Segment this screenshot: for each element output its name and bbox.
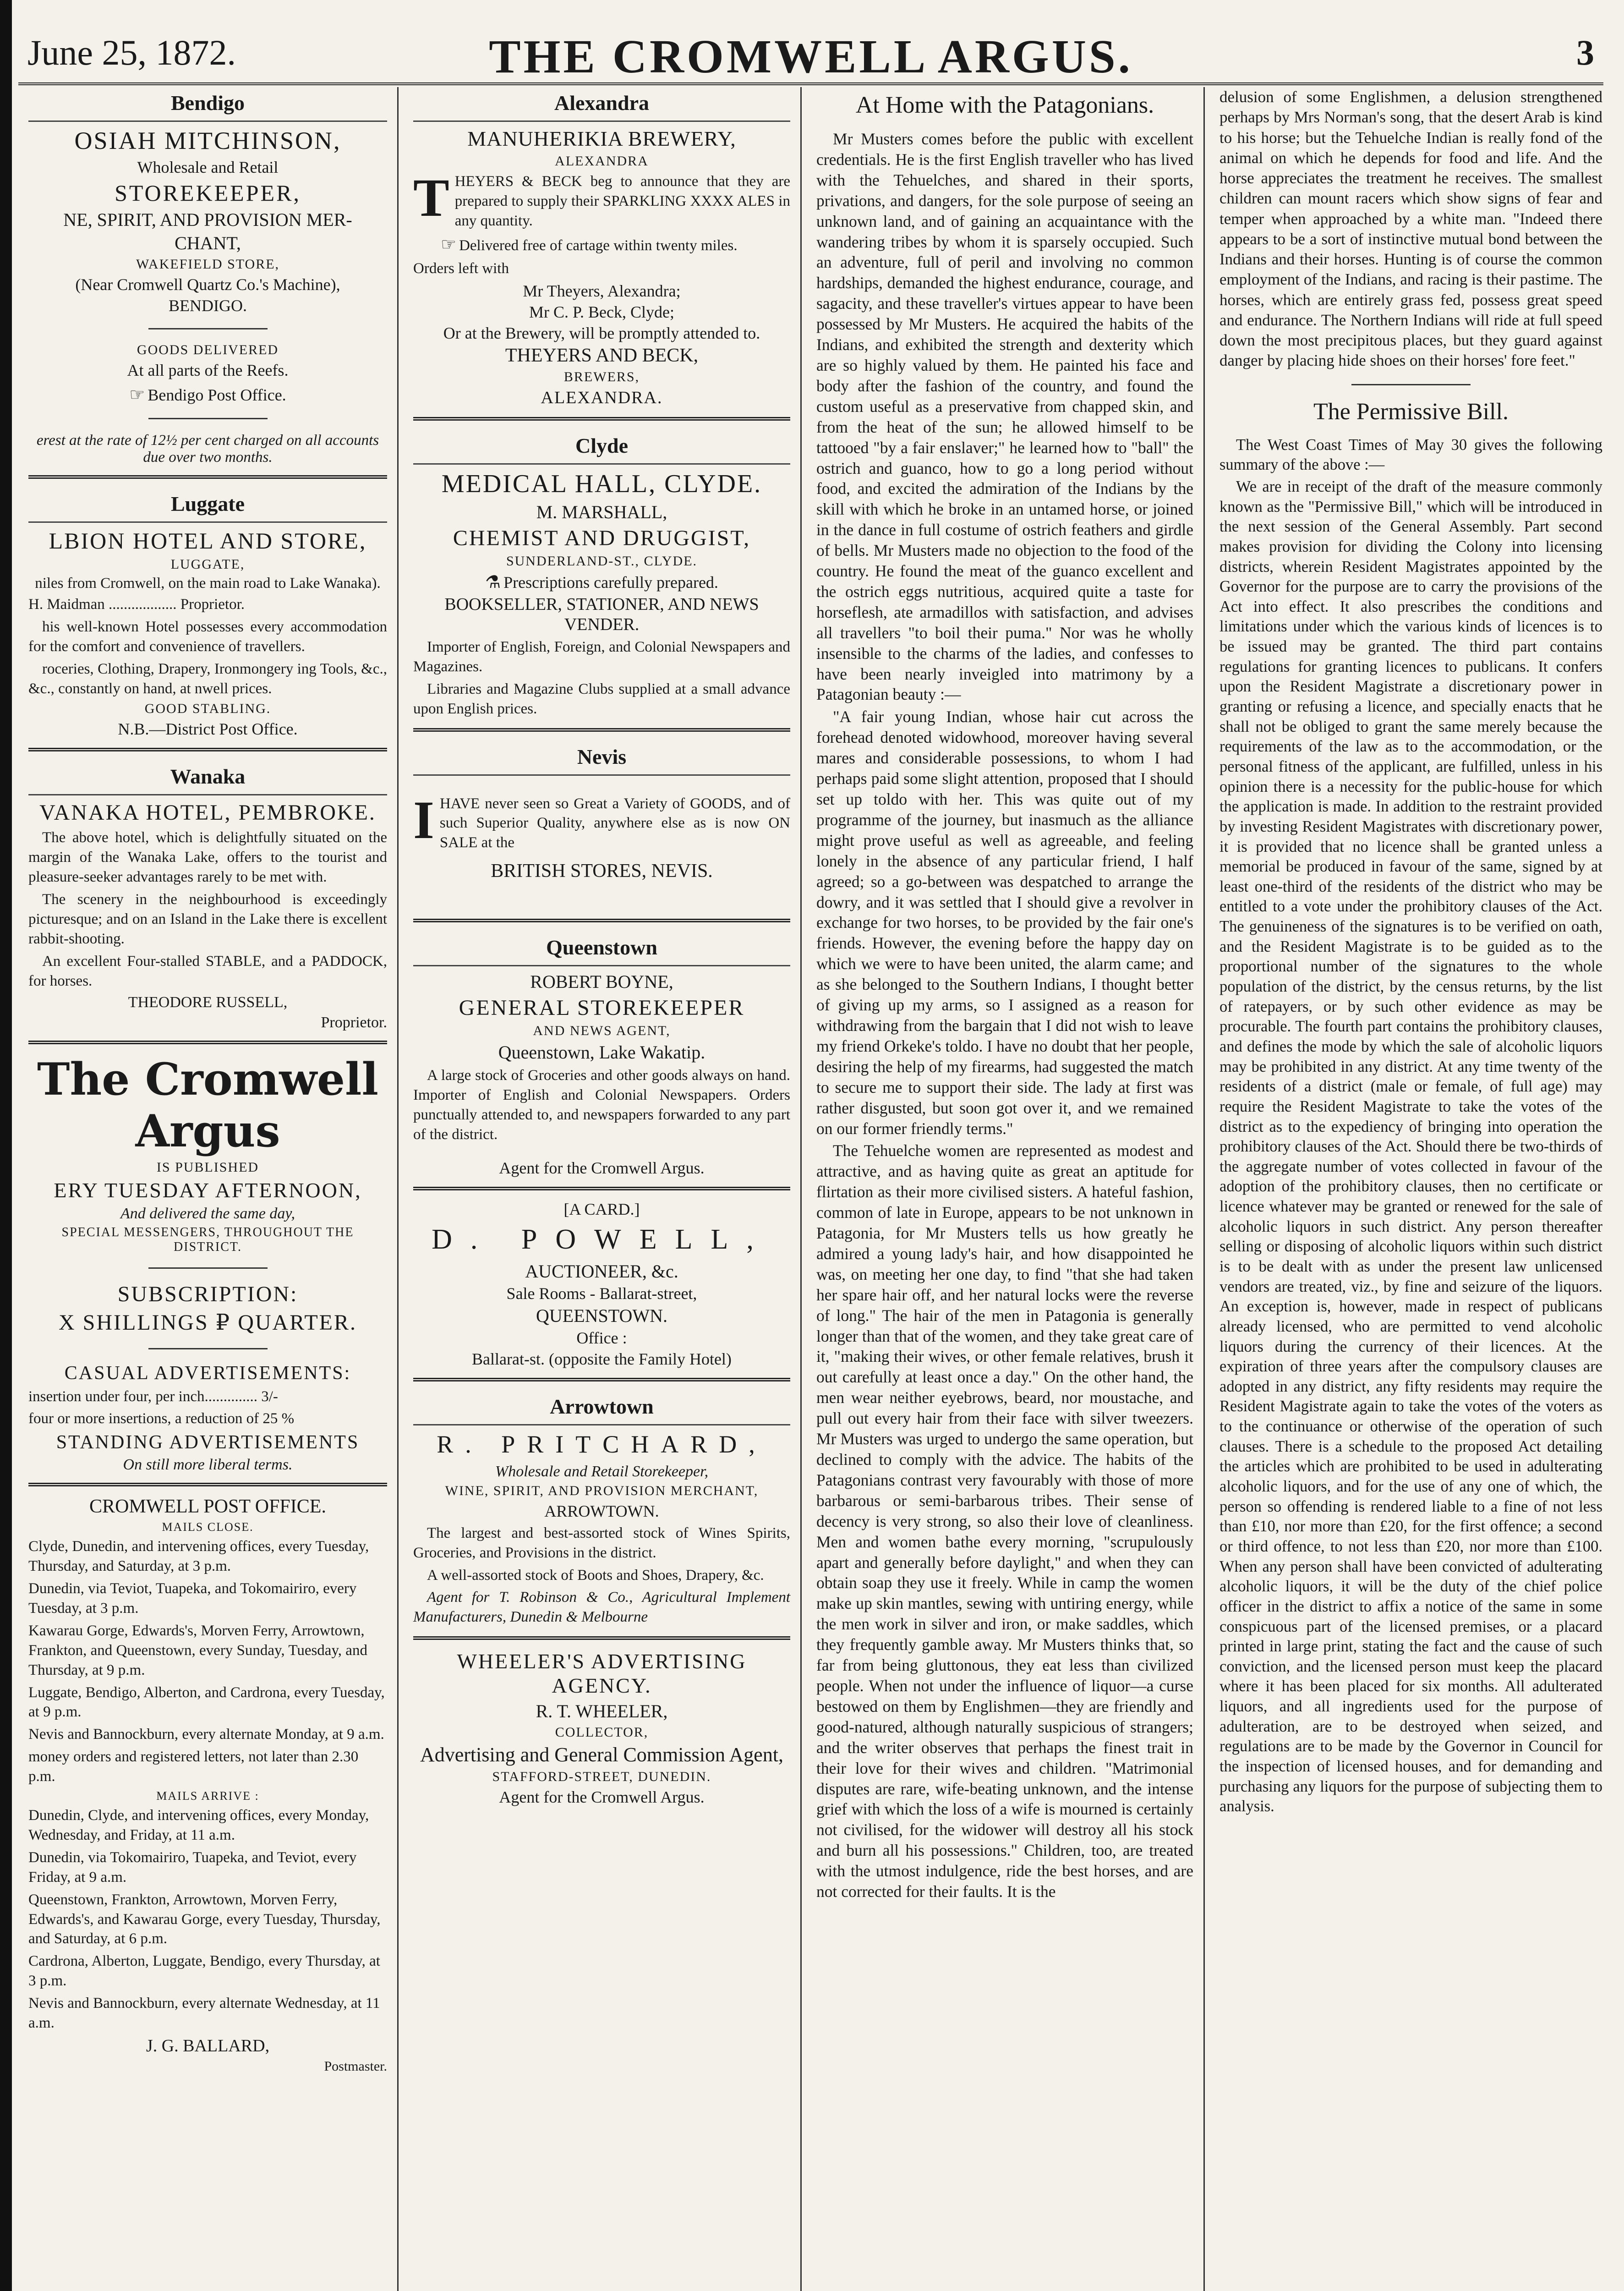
ad-line: Sale Rooms - Ballarat-street,: [506, 1284, 697, 1303]
column-2: [403, 87, 802, 2291]
article-paragraph: Mr Musters comes before the public with excellent credentials. He is the first English traveller who has lived with the Tehuelches, and shared in their sports, privations, and dangers, for the sole purpose of seeing an unknown land, and of gaining an acquaintance with the wandering tribes by whom it is sparsely occupied. Such an adventure, full of peril and involving no common hardships, demanded the highest endurance, courage, and sagacity, and these traveller's virtues appear to have been possessed by Mr Musters. He acquired the habits of the Indians, and exhibited the strength and dexterity which are so highly valued by them. He painted his face and body after the fashion of the country, and found the custom useful as a preservative from chapped skin, and from the heat of the sun; he allowed himself to be tattooed "by a fair enslaver;" he learned how to "ball" the ostrich and guanco, how to go a long period without food, and excited the admiration of the Indians by the skill with which he broke in an untamed horse, or joined in the dance in full costume of ostrich feathers and girdle of bells. Mr Musters made no objection to the food of the country. He found the meat of the guanco excellent and the ostrich eggs nutritious, acquired quite a taste for horseflesh, ate armadillos with satisfaction, and advises all travellers "to boil their puma." Nor was he wholly insensible to the charms of the ladies, and confesses to have been nearly inveigled into matrimony by a Patagonian beauty :—: [816, 130, 1193, 704]
section-alexandra: Alexandra: [413, 87, 790, 122]
drop-cap: T: [413, 168, 449, 228]
ad-line: SPECIAL MESSENGERS, THROUGHOUT THE DISTRICT.: [61, 1225, 354, 1254]
advertiser-name: OSIAH MITCHINSON,: [74, 127, 341, 154]
ad-text: his well-known Hotel possesses every accommodation for the comfort and convenience of travellers.: [28, 618, 387, 655]
ad-line: AUCTIONEER, &c.: [525, 1261, 678, 1282]
signature: BREWERS,: [563, 369, 640, 384]
ad-line: Prescriptions carefully prepared.: [503, 573, 718, 592]
ad-text: Importer of English, Foreign, and Colonial Newspapers and Magazines.: [413, 638, 790, 675]
ad-line: insertion under four, per inch.............. 3/-: [28, 1388, 278, 1405]
divider: [148, 1348, 268, 1349]
pointing-hand-icon: ☞: [441, 235, 457, 254]
ad-line: BENDIGO.: [169, 296, 247, 315]
ad-line: STANDING ADVERTISEMENTS: [56, 1432, 360, 1453]
ad-text: A well-assorted stock of Boots and Shoes, Drapery, &c.: [427, 1567, 764, 1584]
mail-line: Nevis and Bannockburn, every alternate Monday, at 9 a.m.: [28, 1726, 384, 1743]
masthead: [18, 18, 1603, 85]
ad-text: The above hotel, which is delightfully situated on the margin of the Wanaka Lake, offers to the tourist and pleasure-seeker advantages rarely to be met with.: [28, 829, 387, 886]
ad-line: MAILS ARRIVE :: [156, 1789, 259, 1803]
issue-date: June 25, 1872.: [27, 33, 236, 72]
ad-line: Queenstown, Lake Wakatip.: [498, 1042, 705, 1063]
paper-title: THE CROMWELL ARGUS.: [489, 30, 1133, 83]
mail-line: Kawarau Gorge, Edwards's, Morven Ferry, Arrowtown, Frankton, and Queenstown, every Sunday, Tuesday, and Thursday, at 9 p.m.: [28, 1622, 367, 1678]
divider: [413, 728, 790, 732]
ad-line: Wholesale and Retail: [137, 158, 279, 176]
argus-title: The Cromwell Argus: [37, 1053, 378, 1157]
section-bendigo: Bendigo: [28, 87, 387, 122]
ad-line: Ballarat-st. (opposite the Family Hotel): [472, 1349, 732, 1368]
signature: THEODORE RUSSELL,: [128, 993, 288, 1011]
ad-line: CHANT,: [175, 233, 241, 253]
divider: [413, 1378, 790, 1381]
page-binding-edge: [0, 0, 12, 2291]
drop-cap: I: [413, 789, 434, 850]
ad-line: Bendigo Post Office.: [148, 386, 286, 404]
section-queenstown: Queenstown: [413, 932, 790, 966]
section-arrowtown: Arrowtown: [413, 1391, 790, 1425]
ad-line: Orders left with: [413, 260, 509, 277]
ad-line: STOREKEEPER,: [115, 180, 301, 206]
ad-line: On still more liberal terms.: [123, 1456, 293, 1474]
divider: [413, 919, 790, 922]
ad-text: The scenery in the neighbourhood is exceedingly picturesque; and on an Island in the Lake there is excellent rabbit-shooting.: [28, 891, 387, 947]
article-title: The Permissive Bill.: [1313, 398, 1509, 425]
ad-line: GENERAL STOREKEEPER: [459, 996, 745, 1020]
column-4: [1209, 87, 1613, 2291]
ad-line: CHEMIST AND DRUGGIST,: [453, 526, 751, 550]
ad-line: M. MARSHALL,: [536, 501, 667, 522]
ad-line: Office :: [576, 1328, 627, 1347]
ad-line: ALEXANDRA: [555, 153, 649, 169]
advertiser-name: WHEELER'S ADVERTISING AGENCY.: [457, 1650, 747, 1698]
ad-line: QUEENSTOWN.: [536, 1305, 667, 1326]
signature: Postmaster.: [324, 2058, 387, 2074]
ad-line: GOODS DELIVERED: [137, 342, 279, 357]
article-paragraph: The West Coast Times of May 30 gives the following summary of the above :—: [1219, 436, 1602, 474]
pointing-hand-icon: ☞: [129, 385, 145, 405]
section-nevis: Nevis: [413, 741, 790, 776]
ad-line: WAKEFIELD STORE,: [136, 257, 280, 272]
mail-line: Dunedin, via Teviot, Tuapeka, and Tokomairiro, every Tuesday, at 3 p.m.: [28, 1580, 357, 1617]
divider: [148, 418, 268, 419]
ad-line: [A CARD.]: [563, 1200, 640, 1218]
advertiser-name: D. POWELL,: [432, 1223, 772, 1255]
ad-line: H. Maidman .................. Proprietor.: [28, 596, 245, 613]
mail-line: Dunedin, Clyde, and intervening offices, every Monday, Wednesday, and Friday, at 11 a.m.: [28, 1807, 369, 1843]
ad-line: Mr Theyers, Alexandra;: [523, 281, 681, 300]
ad-line: (Near Cromwell Quartz Co.'s Machine),: [75, 275, 340, 294]
section-luggate: Luggate: [28, 488, 387, 523]
divider: [28, 748, 387, 751]
page-number: 3: [1576, 33, 1594, 72]
divider: [1351, 384, 1471, 385]
ad-line: Agent for the Cromwell Argus.: [499, 1158, 705, 1177]
divider: [148, 328, 268, 329]
ad-line: four or more insertions, a reduction of 25 %: [28, 1410, 295, 1427]
divider: [413, 1187, 790, 1190]
signature: ALEXANDRA.: [541, 388, 663, 407]
article-paragraph: The Tehuelche women are represented as modest and attractive, and as having quite as great an aptitude for flirtation as their more civilised sisters. A hateful fashion, common of late in Europe, appears to be not unknown in Patagonia, for Mr Musters tells us how greatly he admired a young lady's hair, and how disappointed he was, on meeting her one day, to find "that she had taken her spare hair off, and her natural locks were the reverse of long." The hair of the men in Patagonia is generally longer than that of the women, and they take great care of it, "making their wives, or other female relatives, brush it out carefully at least once a day." On the other hand, the men wear neither eyebrows, beard, nor moustache, and pull out every hair from their face with silver tweezers. Mr Musters was urged to undergo the same operation, but declined to comply with the advice. The habits of the Patagonians contrast very favourably with those of more barbarous or semi-barbarous tribes. Their sense of decency is very strong, so also their love of cleanliness. Men and women bathe every morning, "scrupulously apart and generally before daylight," and when they can obtain soap they use it freely. While in camp the women make up skin mantles, sewing with untiring energy, while the men work in silver and iron, or make saddles, which they frequently gamble away. Mr Musters thinks that, so far from being gluttonous, they eat less than civilized people. When not under the influence of liquor—a curse bestowed on them by Englishmen—they are friendly and good-natured, although naturally suspicious of strangers; and the writer observes that perhaps the finest trait in their love for their wives and children. "Matrimonial disputes are rare, wife-beating unknown, and the intense grief with which the loss of a wife is mourned is certainly not civilised, for the widower will destroy all his stock and burn all his possessions." Children, too, are treated with the utmost indulgence, ride the best horses, and are not corrected for their faults. It is the: [816, 1141, 1193, 1901]
ad-line: Agent for the Cromwell Argus.: [499, 1788, 705, 1807]
ad-line: BOOKSELLER, STATIONER, AND NEWS VENDER.: [444, 594, 759, 634]
advertiser-name: VANAKA HOTEL, PEMBROKE.: [39, 800, 376, 825]
ad-text: Delivered free of cartage within twenty miles.: [459, 237, 738, 254]
ad-line: IS PUBLISHED: [156, 1159, 259, 1175]
ad-line: LUGGATE,: [170, 557, 245, 572]
ad-line: SUNDERLAND-ST., CLYDE.: [506, 553, 698, 569]
article-title: At Home with the Patagonians.: [855, 92, 1154, 118]
advertiser-name: MANUHERIKIA BREWERY,: [467, 127, 736, 150]
ad-line: COLLECTOR,: [555, 1725, 649, 1740]
mail-line: Nevis and Bannockburn, every alternate Wednesday, at 11 a.m.: [28, 1995, 380, 2031]
column-1: [18, 87, 399, 2291]
mail-line: Luggate, Bendigo, Alberton, and Cardrona, every Tuesday, at 9 p.m.: [28, 1684, 385, 1721]
ad-text: An excellent Four-stalled STABLE, and a PADDOCK, for horses.: [28, 953, 387, 989]
ad-text: Agent for T. Robinson & Co., Agricultural Implement Manufacturers, Dunedin & Melbourne: [413, 1589, 790, 1626]
ad-line: GOOD STABLING.: [144, 701, 271, 717]
ad-line: BRITISH STORES, NEVIS.: [491, 860, 713, 882]
ad-line: And delivered the same day,: [120, 1205, 295, 1222]
ad-line: MAILS CLOSE.: [162, 1520, 254, 1534]
mail-line: money orders and registered letters, not later than 2.30 p.m.: [28, 1748, 359, 1785]
advertiser-name: MEDICAL HALL, CLYDE.: [441, 469, 762, 498]
ad-line: X SHILLINGS ₽ QUARTER.: [59, 1310, 357, 1335]
divider: [28, 1041, 387, 1044]
divider: [413, 1636, 790, 1640]
article-paragraph: "A fair young Indian, whose hair cut across the forehead denoted widowhood, moreover having several mares and considerable possessions, to whom I had perhaps paid some slight attention, proposed that I should set up toldo with her. This was quite out of my programme of the journey, but inasmuch as the alliance might prove useful as well as agreeable, and feeling lonely in the absence of any particular friend, I half agreed; so a go-between was despatched to arrange the dowry, and it was settled that I should give a revolver in exchange for two horses, to be provided by the fair one's friends. However, the evening before the happy day on which we were to have been united, the alarm came; and as she belonged to the Southern Indians, I thought better of giving up my arms, so I assigned as a reason for withdrawing from the bargain that I did not wish to leave my friend Orkeke's toldo. I have no doubt that her people, desiring the help of my firearms, had suggested the match to secure me to support their side. The lady at first was rather disgusted, but soon got over it, and we remained on our former friendly terms.": [816, 707, 1193, 1138]
mortar-pestle-icon: ⚗: [485, 572, 501, 592]
ad-text: HEYERS & BECK beg to announce that they are prepared to supply their SPARKLING XXXX ALES in any quantity.: [454, 173, 790, 229]
advertiser-name: LBION HOTEL AND STORE,: [49, 528, 367, 554]
divider: [28, 475, 387, 479]
advertiser-name: R. PRITCHARD,: [437, 1430, 767, 1458]
ad-text: The largest and best-assorted stock of Wines Spirits, Groceries, and Provisions in the district.: [413, 1524, 790, 1561]
ad-line: SUBSCRIPTION:: [117, 1282, 298, 1306]
article-paragraph: We are in receipt of the draft of the measure commonly known as the "Permissive Bill," which will be introduced in the next session of the General Assembly. Part second makes provision for dividing the Colony into licensing districts, wherein Resident Magistrates appointed by the Governor for the purpose are to carry the provisions of the Act into effect. It also prescribes the conditions and limitations under which the various kinds of licences is to be issued may be granted. The third part contains regulations for granting licences to publicans. It confers upon the Resident Magistrate a discretionary power in granting or refusing a licence, and specially enacts that he shall not be obliged to grant the same merely because the requirements of the law as to the accommodation, or the personal fitness of the applicant, are fulfilled, unless in his opinion there is a necessity for the public-house for which the application is made. In addition to the restraint provided by investing Resident Magistrates with discretionary power, it is provided that no licence shall be granted unless a memorial be produced in favour of the same, signed by at least one-third of the residents of the district who may be entitled to a vote under the prohibitory clauses of the Act. The genuineness of the signatures is to be verified on oath, and the Resident Magistrate is to be guided as to the proportional number of the signatures to the whole population of the district, by the census returns, by the list of ratepayers, or by such other evidence as may be procurable. The fourth part contains the prohibitory clauses, and defines the mode by which the sale of alcoholic liquors may be prohibited in any district. At any time twenty of the residents of a district (male or female, of full age) may require the Resident Magistrate to take the votes of the district as to the expediency of bringing into operation the prohibitory clauses of the Act. Should there be two-thirds of the aggregate number of votes collected in favour of the adoption of the prohibitory clauses, then no certificate or licence whatever may be granted or renewed for the sale of alcoholic liquors in such district. Any person thereafter selling or disposing of alcoholic liquors within such district is to be dealt with as under the present law unlicensed vendors are treated, viz., by fine and seizure of the liquors. An exception is, however, made in respect of publicans already licensed, who are permitted to vend alcoholic liquors during the currency of their licences. At the expiration of three years after the compulsory clauses are adopted in any district, any fifty residents may require the Resident Magistrate again to take the votes of the voters as to the continuance or otherwise of the operation of such clauses. There is a schedule to the proposed Act detailing the articles which are prohibited to be used in adulterating alcoholic liquors, and for the use of any one of which, the person so offending is rendered liable to a fine of not less than £10, nor more than £20, for the first offence; a second or third offence, to not less than £20, nor more than £100. When any person shall have been convicted of adulterating alcoholic liquors, it will be the duty of the chief police officer in the district to affix a notice of the same in some conspicuous part of the licensed premises, or a placard printed in large print, stating the fact and the cause of such conviction, and the licensed person must keep the placard where it has been placed for six months. All adulterated liquors, and all ingredients used for the purpose of adulteration, are to be destroyed when seized, and regulations are to be made by the Governor in Council for the inspection of licensed houses, and for demanding and purchasing any liquors for the purpose of subjecting them to analysis.: [1219, 478, 1602, 1815]
ad-line: At all parts of the Reefs.: [127, 361, 289, 379]
article-paragraph: delusion of some Englishmen, a delusion strengthened perhaps by Mrs Norman's song, that the desert Arab is kind to his horse; but the Tehuelche Indian is really fond of the animal on which he depends for food and life. And the horse appreciates the treatment he receives. The smallest children can mount racers which show signs of fear and temper when approached by a white man. "Indeed there appears to be a sort of instinctive mutual bond between the Indians and their horses. Hunting is of course the common employment of the Indians, and racing is their pastime. The horses, which are entirely grass fed, possess great speed and endurance. The Northern Indians will ride at full speed down the most precipitous places, but they guard against danger by placing hide shoes on their horses' fore feet.": [1219, 88, 1602, 370]
ad-line: NE, SPIRIT, AND PROVISION MER-: [63, 209, 352, 230]
ad-line: ERY TUESDAY AFTERNOON,: [54, 1178, 362, 1202]
section-clyde: Clyde: [413, 430, 790, 465]
ad-line: Mr C. P. Beck, Clyde;: [529, 302, 674, 321]
mail-line: Cardrona, Alberton, Luggate, Bendigo, every Thursday, at 3 p.m.: [28, 1953, 380, 1990]
ad-line: N.B.—District Post Office.: [118, 720, 298, 739]
ad-line: Or at the Brewery, will be promptly attended to.: [443, 323, 760, 342]
divider: [413, 417, 790, 421]
signature: J. G. BALLARD,: [146, 2036, 270, 2055]
ad-line: STAFFORD-STREET, DUNEDIN.: [492, 1769, 711, 1785]
ad-text: roceries, Clothing, Drapery, Ironmongery ing Tools, &c., &c., constantly on hand, at nwell prices.: [28, 660, 387, 697]
mail-line: Queenstown, Frankton, Arrowtown, Morven Ferry, Edwards's, and Kawarau Gorge, every Tuesday, Thursday, and Saturday, at 6 p.m.: [28, 1891, 381, 1947]
advertiser-name: ROBERT BOYNE,: [530, 971, 673, 992]
signature: Proprietor.: [321, 1014, 387, 1031]
signature: THEYERS AND BECK,: [505, 345, 699, 366]
ad-text: HAVE never seen so Great a Variety of GOODS, and of such Superior Quality, anywhere else as is now ON SALE at the: [439, 795, 790, 851]
ad-line: Advertising and General Commission Agent,: [420, 1743, 784, 1766]
mail-line: Dunedin, via Tokomairiro, Tuapeka, and Teviot, every Friday, at 9 a.m.: [28, 1849, 357, 1885]
divider: [28, 1483, 387, 1486]
ad-line: ARROWTOWN.: [544, 1502, 659, 1520]
post-office-title: CROMWELL POST OFFICE.: [89, 1496, 326, 1518]
ad-line: niles from Cromwell, on the main road to Lake Wanaka).: [35, 575, 381, 592]
ad-line: R. T. WHEELER,: [536, 1701, 668, 1722]
ad-line: WINE, SPIRIT, AND PROVISION MERCHANT,: [445, 1483, 759, 1498]
ad-line: CASUAL ADVERTISEMENTS:: [64, 1362, 351, 1384]
ad-line: Wholesale and Retail Storekeeper,: [495, 1463, 709, 1480]
ad-text: Libraries and Magazine Clubs supplied at a small advance upon English prices.: [413, 680, 790, 717]
ad-note: erest at the rate of 12½ per cent charged on all accounts due over two months.: [36, 432, 379, 466]
column-3: [806, 87, 1205, 2291]
ad-line: AND NEWS AGENT,: [533, 1023, 671, 1039]
divider: [148, 1267, 268, 1269]
section-wanaka: Wanaka: [28, 761, 387, 795]
ad-text: A large stock of Groceries and other goods always on hand. Importer of English and Colonial Newspapers. Orders punctually attended to, and newspapers forwarded to any part of the district.: [413, 1067, 790, 1143]
mail-line: Clyde, Dunedin, and intervening offices, every Tuesday, Thursday, and Saturday, at 3 p.m.: [28, 1538, 369, 1575]
